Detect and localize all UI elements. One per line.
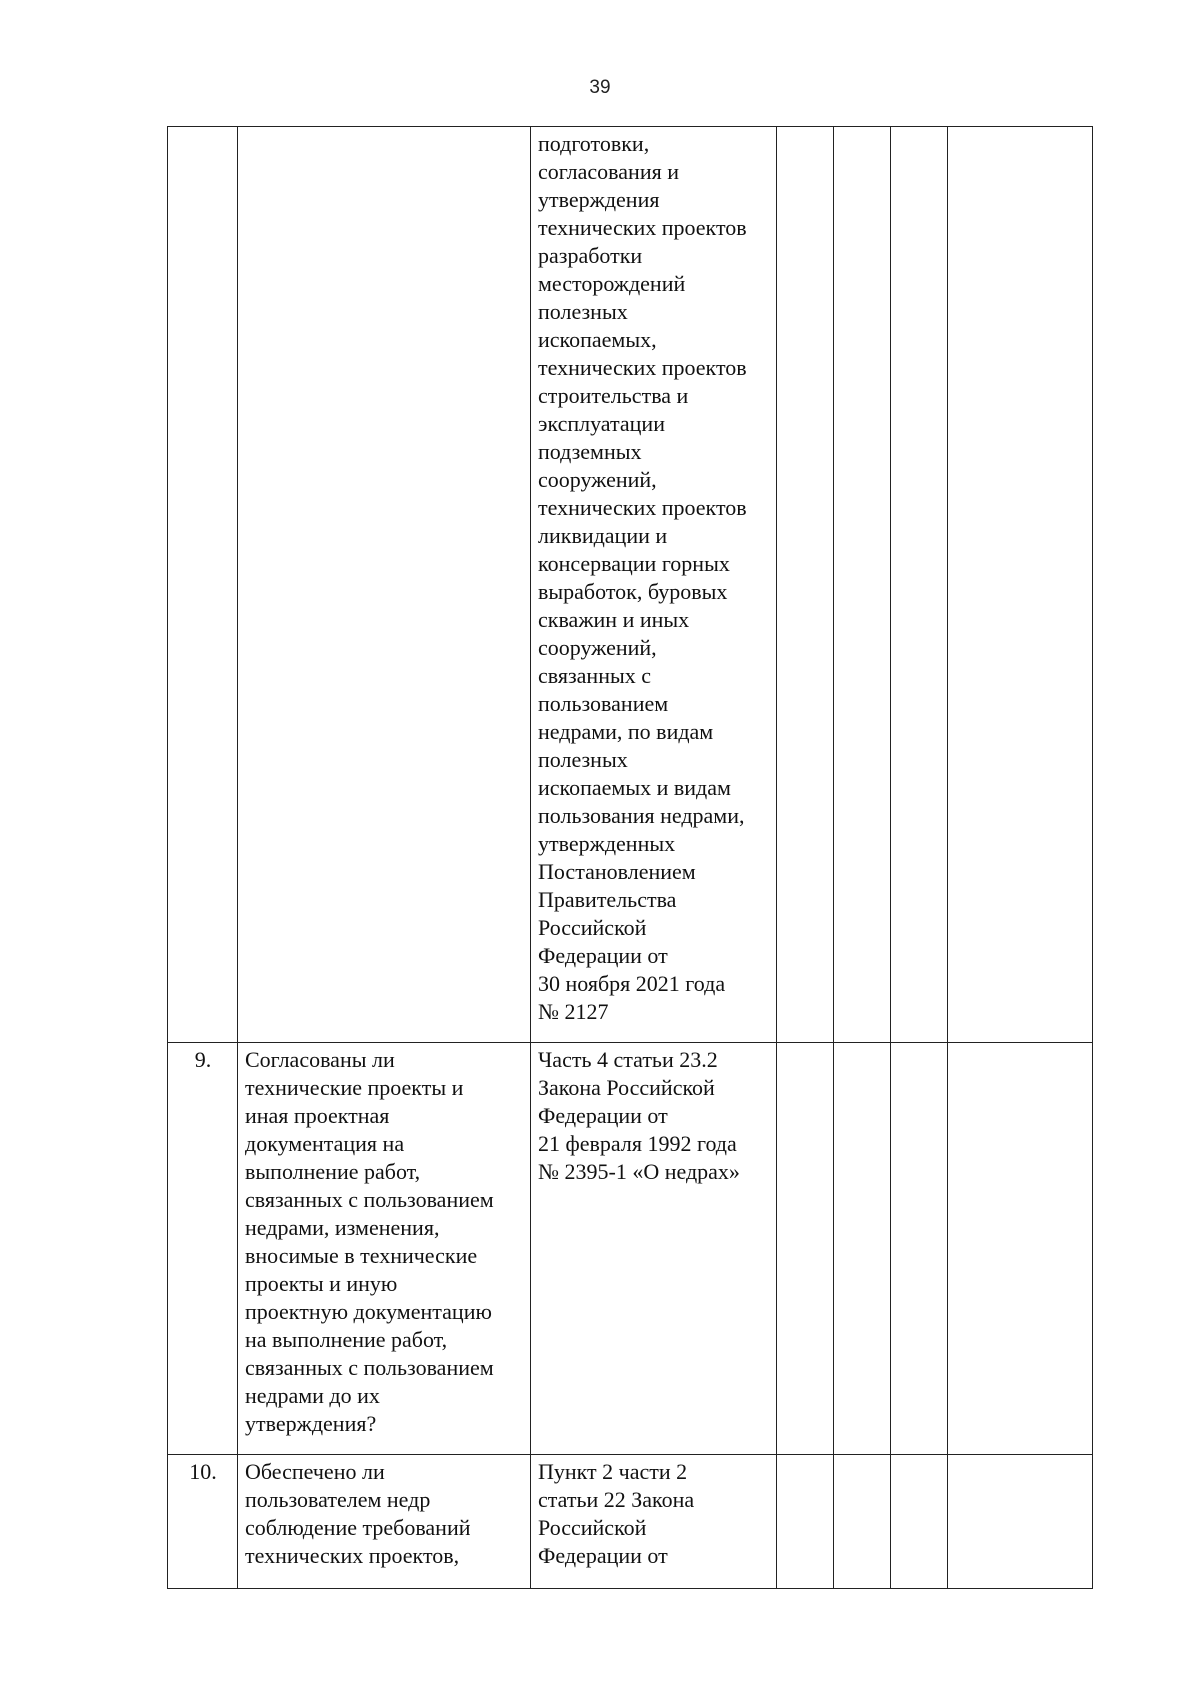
text-line: строительства и — [538, 383, 689, 408]
text-line: выработок, буровых — [538, 579, 728, 604]
text-line: соблюдение требований — [245, 1515, 471, 1540]
text-line: технических проектов — [538, 495, 747, 520]
text-line: утверждения — [538, 187, 660, 212]
question-cell — [238, 1043, 531, 1455]
text-line: сооружений, — [538, 467, 657, 492]
row-number-cell: 10. — [168, 1455, 238, 1589]
text-line: ликвидации и — [538, 523, 668, 548]
text-line: на выполнение работ, — [245, 1327, 448, 1352]
answer-yes-cell — [777, 127, 834, 1043]
text-line: скважин и иных — [538, 607, 690, 632]
not-applicable-cell — [891, 1455, 948, 1589]
answer-no-cell — [834, 1043, 891, 1455]
text-line: утвержденных — [538, 831, 676, 856]
text-line: утверждения? — [245, 1411, 377, 1436]
text-line: технических проектов — [538, 215, 747, 240]
text-line: Закона Российской — [538, 1075, 715, 1100]
text-line: полезных — [538, 747, 628, 772]
text-line: полезных — [538, 299, 628, 324]
text-line: проекты и иную — [245, 1271, 398, 1296]
text-line: иная проектная — [245, 1103, 390, 1128]
question-cell-text — [245, 1046, 524, 1438]
row-number-cell — [168, 127, 238, 1043]
text-line: технических проектов, — [245, 1543, 460, 1568]
not-applicable-cell — [891, 1043, 948, 1455]
text-line: пользованием — [538, 691, 669, 716]
text-line: технических проектов — [538, 355, 747, 380]
not-applicable-cell — [891, 127, 948, 1043]
answer-yes-cell — [777, 1043, 834, 1455]
legal-reference-cell-text — [538, 130, 770, 1026]
text-line: ископаемых и видам — [538, 775, 731, 800]
text-line: проектную документацию — [245, 1299, 492, 1324]
answer-no-cell — [834, 1455, 891, 1589]
table-body — [168, 127, 1093, 1589]
legal-reference-cell — [531, 127, 777, 1043]
question-cell — [238, 1455, 531, 1589]
note-cell — [948, 127, 1093, 1043]
page-number: 39 — [589, 77, 611, 98]
text-line: Российской — [538, 1515, 647, 1540]
text-line: подготовки, — [538, 131, 650, 156]
text-line: вносимые в технические — [245, 1243, 478, 1268]
text-line: технические проекты и — [245, 1075, 464, 1100]
text-line: пользования недрами, — [538, 803, 745, 828]
text-line: 30 ноября 2021 года — [538, 971, 726, 996]
text-line: консервации горных — [538, 551, 730, 576]
legal-reference-cell — [531, 1455, 777, 1589]
table-row — [168, 1043, 1093, 1455]
text-line: Федерации от — [538, 1543, 668, 1568]
table-row — [168, 1455, 1093, 1589]
text-line: документация на — [245, 1131, 405, 1156]
note-cell — [948, 1043, 1093, 1455]
question-cell — [238, 127, 531, 1043]
note-cell — [948, 1455, 1093, 1589]
question-cell-text — [245, 1458, 524, 1570]
text-line: пользователем недр — [245, 1487, 431, 1512]
row-number-cell: 9. — [168, 1043, 238, 1455]
text-line: связанных с пользованием — [245, 1355, 494, 1380]
text-line: Федерации от — [538, 1103, 668, 1128]
text-line: подземных — [538, 439, 642, 464]
text-line: Обеспечено ли — [245, 1459, 385, 1484]
table-row — [168, 127, 1093, 1043]
answer-yes-cell — [777, 1455, 834, 1589]
text-line: связанных с пользованием — [245, 1187, 494, 1212]
text-line: статьи 22 Закона — [538, 1487, 695, 1512]
text-line: Пункт 2 части 2 — [538, 1459, 688, 1484]
text-line: выполнение работ, — [245, 1159, 421, 1184]
legal-reference-cell-text — [538, 1458, 770, 1570]
text-line: Российской — [538, 915, 647, 940]
text-line: сооружений, — [538, 635, 657, 660]
checklist-table — [167, 126, 1093, 1589]
answer-no-cell — [834, 127, 891, 1043]
text-line: ископаемых, — [538, 327, 657, 352]
text-line: Правительства — [538, 887, 677, 912]
text-line: Согласованы ли — [245, 1047, 395, 1072]
legal-reference-cell — [531, 1043, 777, 1455]
text-line: Федерации от — [538, 943, 668, 968]
text-line: Постановлением — [538, 859, 696, 884]
text-line: недрами до их — [245, 1383, 380, 1408]
text-line: недрами, по видам — [538, 719, 714, 744]
text-line: согласования и — [538, 159, 679, 184]
text-line: связанных с — [538, 663, 652, 688]
text-line: № 2395-1 «О недрах» — [538, 1159, 740, 1184]
legal-reference-cell-text — [538, 1046, 770, 1186]
text-line: 21 февраля 1992 года — [538, 1131, 737, 1156]
text-line: № 2127 — [538, 999, 609, 1024]
text-line: разработки — [538, 243, 643, 268]
text-line: месторождений — [538, 271, 686, 296]
text-line: недрами, изменения, — [245, 1215, 440, 1240]
text-line: эксплуатации — [538, 411, 665, 436]
text-line: Часть 4 статьи 23.2 — [538, 1047, 718, 1072]
